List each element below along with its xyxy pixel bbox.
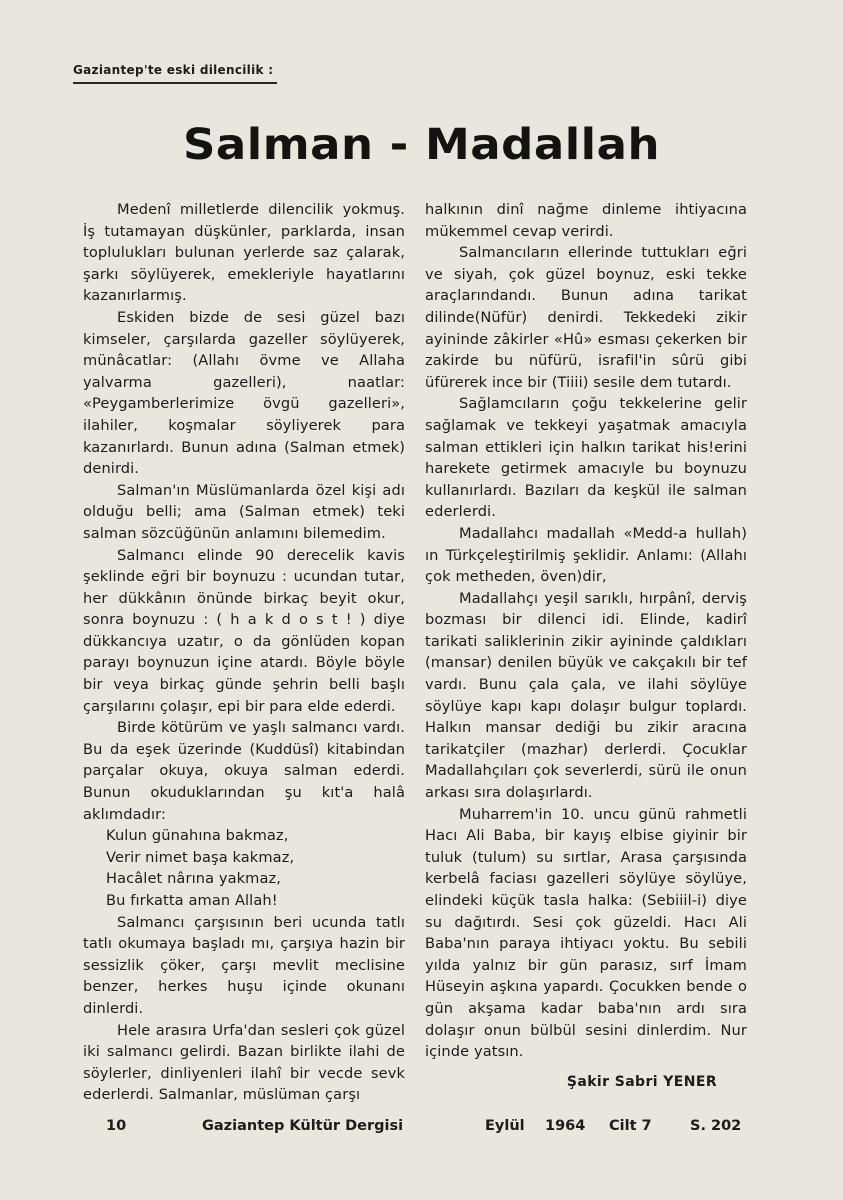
issue-month: Eylül (485, 1118, 525, 1134)
paragraph-continuation: halkının dinî nağme dinleme ihtiyacına mükemmel cevap verirdi. (425, 201, 747, 240)
paragraph: Birde kötürüm ve yaşlı salmancı vardı. Bu da eşek üzerinde (Kuddüsî) kitabindan parçalar okuya, okuya salman ederdi. Bunun okuduklarından şu kıt'a halâ aklımdadır: (83, 719, 405, 823)
issue-number: S. 202 (690, 1118, 742, 1134)
series-heading: Gaziantep'te eski dilencilik : (73, 63, 274, 77)
poem-line: Kulun günahına bakmaz, (106, 827, 289, 845)
series-underline (73, 82, 277, 84)
right-column (425, 199, 747, 1093)
poem-line: Verir nimet başa kakmaz, (106, 848, 295, 866)
paragraph: Salmancıların ellerinde tuttukları eğri ve siyah, çok güzel boynuz, eski tekke araçlarındandı. Bunun adına tarikat dilinde(Nüfür) denirdi. Tekkedeki zikir ayininde zâkirler «Hû» esması çekerken bir zakirde bu nüfürü, israfil'in sûrü gibi üfürerek ince bir (Tiiii) sesile dem tutardı. (425, 244, 747, 391)
poem-line: Hacâlet nârına yakmaz, (106, 870, 282, 888)
paragraph: Medenî milletlerde dilencilik yokmuş. İş tutamayan düşkünler, parklarda, insan toplulukları bulunan yerlerde saz çalarak, şarkı söylüyerek, emekleriyle hayatlarını kazanırlarmış. (83, 201, 405, 305)
author-signature: Şakir Sabri YENER (566, 1073, 717, 1090)
paragraph: Madallahcı madallah «Medd-a hullah) ın Türkçeleştirilmiş şeklidir. Anlamı: (Allahı çok metheden, öven)dir, (425, 524, 747, 586)
paragraph: Hele arasıra Urfa'dan sesleri çok güzel iki salmancı gelirdi. Bazan birlikte ilahi de söylerler, dinliyenleri ilahî bir vecde sevk ederlerdi. Salmanlar, müslüman çarşı (83, 1021, 405, 1104)
paragraph: Eskiden bizde de sesi güzel bazı kimseler, çarşılarda gazeller söylüyerek, münâcatlar: (Allahı övme ve Allaha yalvarma gazelleri), naatlar: «Peygamberlerimize övgü gazelleri», ilahiler, koşmalar söyliyerek para kazanırlardı. Bunun adına (Salman etmek) denirdi. (83, 308, 405, 478)
poem-line: Bu fırkatta aman Allah! (106, 892, 278, 909)
paragraph: Sağlamcıların çoğu tekkelerine gelir sağlamak ve tekkeyi yaşatmak amacıyla salman ettikleri için halkın tarikat his!erini harekete getirmek amacıyle bu boynuzu kullanırlardı. Bazıları da keşkül ile salman ederlerdi. (425, 395, 747, 521)
article-title: Salman - Madallah (183, 119, 660, 170)
volume-number: Cilt 7 (609, 1118, 652, 1134)
paragraph: Salmancı elinde 90 derecelik kavis şeklinde eğri bir boynuzu : ucundan tutar, her dükkânın önünde birkaç beyit okur, sonra boynuzu : ( h a k d o s t ! ) diye dükkancıya uzatır, o da gönlüden kopan parayı boynuzun içine atardı. Böyle böyle bir veya birkaç günde şehrin belli başlı çarşılarını çolaşır, epi bir para elde ederdi. (83, 546, 405, 715)
issue-year: 1964 (545, 1118, 586, 1134)
paragraph: Salmancı çarşısının beri ucunda tatlı tatlı okumaya başladı mı, çarşıya hazin bir sessizlik çöker, çarşı mevlit meclisine benzer, herkes huşu içinde okunanı dinlerdi. (83, 913, 405, 1017)
poem-quatrain (83, 825, 405, 911)
paragraph: Madallahçı yeşil sarıklı, hırpânî, derviş bozması bir dilenci idi. Elinde, kadirî tarikati saliklerinin zikir ayininde çaldıkları (mansar) denilen büyük ve cakçakılı bir tef vardı. Bunu çala çala, ve ilahi söylüye söylüye kapı kapı dolaşır bulgur toplardı. Halkın mansar dediği bu zikir aracına tarikatçiler (mazhar) derlerdi. Çocuklar Madallahçıları çok severlerdi, sürü ile onun arkası sıra dolaşırlardı. (425, 589, 747, 802)
journal-name: Gaziantep Kültür Dergisi (202, 1118, 404, 1134)
left-column (83, 199, 405, 1106)
paragraph: Muharrem'in 10. uncu günü rahmetli Hacı Ali Baba, bir kayış elbise giyinir bir tuluk (tulum) su sırtlar, Arasa çarşısında kerbelâ faciası gazelleri söylüye söylüye, elindeki küçük tasla halka: (Sebiiil-i) diye su dağıtırdı. Sesi çok güzeldi. Hacı Ali Baba'nın paraya ihtiyacı yoktu. Bu sebili yılda yalnız bir gün parasız, sırf İmam Hüseyin aşkına yapardı. Çocukken bende o gün akşama kadar baba'nın ardı sıra dolaşır onun bülbül sesini dinlerdim. Nur içinde yatsın. (425, 805, 747, 1061)
paragraph: Salman'ın Müslümanlarda özel kişi adı olduğu belli; ama (Salman etmek) teki salman sözcüğünün anlamını bilemedim. (83, 481, 405, 542)
page-number: 10 (106, 1118, 127, 1134)
